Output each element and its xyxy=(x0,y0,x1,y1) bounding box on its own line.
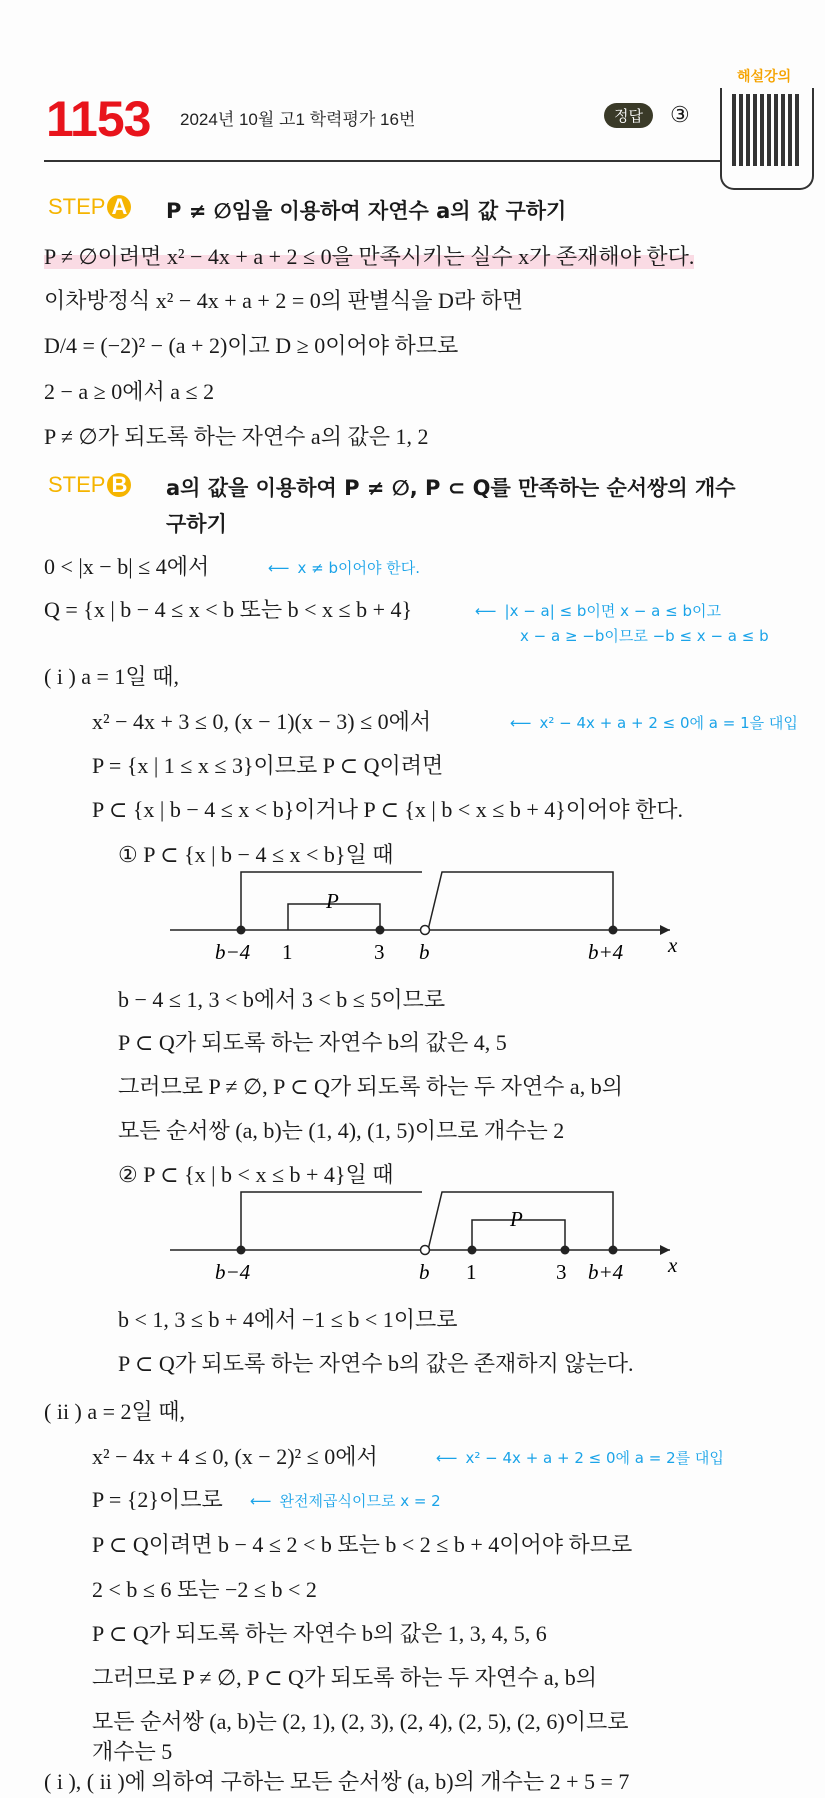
text-line: D/4 = (−2)² − (a + 2)이고 D ≥ 0이어야 하므로 xyxy=(44,333,459,358)
text-line: P ≠ ∅가 되도록 하는 자연수 a의 값은 1, 2 xyxy=(44,424,429,449)
bracket-left xyxy=(241,1192,422,1250)
bracket-right xyxy=(428,872,613,930)
qr-label: 해설강의 xyxy=(737,69,792,85)
step-b-title-cont: 구하기 xyxy=(166,512,227,536)
conclusion-line: ( i ), ( ii )에 의하여 구하는 모든 순서쌍 (a, b)의 개수는 2 + 5 = 7 xyxy=(44,1769,630,1794)
text-line: P ⊂ Q이려면 b − 4 ≤ 2 < b 또는 b < 2 ≤ b + 4이어야 하므로 xyxy=(92,1532,633,1557)
tick-label: 1 xyxy=(282,940,293,964)
step-b-title: a의 값을 이용하여 P ≠ ∅, P ⊂ Q를 만족하는 순서쌍의 개수 xyxy=(166,476,736,500)
text-line: ② P ⊂ {x | b < x ≤ b + 4}일 때 xyxy=(118,1162,394,1187)
point-b-minus-4 xyxy=(237,1246,246,1255)
text-line: x² − 4x + 4 ≤ 0, (x − 2)² ≤ 0에서 xyxy=(92,1444,378,1469)
problem-source: 2024년 10월 고1 학력평가 16번 xyxy=(180,110,416,129)
problem-number: 1153 xyxy=(46,91,151,147)
point-3 xyxy=(376,926,385,935)
text-line: b < 1, 3 ≤ b + 4에서 −1 ≤ b < 1이므로 xyxy=(118,1307,458,1332)
text-line: P ⊂ Q가 되도록 하는 자연수 b의 값은 존재하지 않는다. xyxy=(118,1351,634,1376)
step-a-title: P ≠ ∅임을 이용하여 자연수 a의 값 구하기 xyxy=(166,199,567,223)
axis-label: x xyxy=(668,1253,678,1277)
text-line: Q = {x | b − 4 ≤ x < b 또는 b < x ≤ b + 4} xyxy=(44,597,413,622)
qr-code-icon[interactable] xyxy=(732,94,800,166)
point-b-open xyxy=(421,1246,430,1255)
header-divider xyxy=(44,160,720,162)
note: ⟵ x ≠ b이어야 한다. xyxy=(268,559,421,577)
qr-code-box[interactable] xyxy=(720,88,814,190)
note: ⟵ x² − 4x + a + 2 ≤ 0에 a = 1을 대입 xyxy=(510,714,798,732)
text-line: P ⊂ {x | b − 4 ≤ x < b}이거나 P ⊂ {x | b < x ≤ b + 4}이어야 한다. xyxy=(92,797,684,822)
number-line-diagram-1 xyxy=(0,860,825,970)
text-line: 모든 순서쌍 (a, b)는 (1, 4), (1, 5)이므로 개수는 2 xyxy=(118,1118,565,1143)
text-line: P = {2}이므로 xyxy=(92,1487,223,1512)
text-line: 2 − a ≥ 0에서 a ≤ 2 xyxy=(44,379,215,404)
point-b-open xyxy=(421,926,430,935)
text-line: P ⊂ Q가 되도록 하는 자연수 b의 값은 1, 3, 4, 5, 6 xyxy=(92,1621,547,1646)
step-a-label: STEP A xyxy=(48,194,131,220)
text-line: P ⊂ Q가 되도록 하는 자연수 b의 값은 4, 5 xyxy=(118,1030,507,1055)
tick-label: 1 xyxy=(466,1260,477,1284)
note: ⟵ 완전제곱식이므로 x = 2 xyxy=(250,1492,441,1510)
point-3 xyxy=(561,1246,570,1255)
axis-label: x xyxy=(668,933,678,957)
point-1 xyxy=(468,1246,477,1255)
text-line: 모든 순서쌍 (a, b)는 (2, 1), (2, 3), (2, 4), (2, 5), (2, 6)이므로 xyxy=(92,1709,629,1734)
tick-label: b+4 xyxy=(588,940,624,964)
text-line: 2 < b ≤ 6 또는 −2 ≤ b < 2 xyxy=(92,1577,317,1602)
point-b-plus-4 xyxy=(609,1246,618,1255)
text-line: 그러므로 P ≠ ∅, P ⊂ Q가 되도록 하는 두 자연수 a, b의 xyxy=(92,1665,597,1690)
step-b-label: STEP B xyxy=(48,472,131,498)
point-b-plus-4 xyxy=(609,926,618,935)
tick-label: 3 xyxy=(374,940,385,964)
text-line: 0 < |x − b| ≤ 4에서 xyxy=(44,554,210,579)
tick-label: b−4 xyxy=(215,940,251,964)
text-line: P ≠ ∅이려면 x² − 4x + a + 2 ≤ 0을 만족시키는 실수 x가 존재해야 한다. xyxy=(44,244,695,269)
set-p-label: P xyxy=(326,889,339,913)
text-line: ( i ) a = 1일 때, xyxy=(44,664,179,689)
note: ⟵ |x − a| ≤ b이면 x − a ≤ b이고 xyxy=(475,602,721,620)
text-line: ① P ⊂ {x | b − 4 ≤ x < b}일 때 xyxy=(118,842,394,867)
text-line: 그러므로 P ≠ ∅, P ⊂ Q가 되도록 하는 두 자연수 a, b의 xyxy=(118,1074,623,1099)
text-line: 개수는 5 xyxy=(92,1739,173,1764)
note: x − a ≥ −b이므로 −b ≤ x − a ≤ b xyxy=(520,627,769,645)
tick-label: b+4 xyxy=(588,1260,624,1284)
set-p-label: P xyxy=(510,1207,523,1231)
text-line: b − 4 ≤ 1, 3 < b에서 3 < b ≤ 5이므로 xyxy=(118,987,446,1012)
text-line: ( ii ) a = 2일 때, xyxy=(44,1399,186,1424)
answer-value: ③ xyxy=(670,102,690,127)
text-line: x² − 4x + 3 ≤ 0, (x − 1)(x − 3) ≤ 0에서 xyxy=(92,709,432,734)
answer-badge: 정답 xyxy=(604,103,653,128)
text-line: P = {x | 1 ≤ x ≤ 3}이므로 P ⊂ Q이려면 xyxy=(92,753,444,778)
tick-label: b xyxy=(419,940,430,964)
tick-label: b xyxy=(419,1260,430,1284)
point-b-minus-4 xyxy=(237,926,246,935)
tick-label: 3 xyxy=(556,1260,567,1284)
tick-label: b−4 xyxy=(215,1260,251,1284)
text-line: 이차방정식 x² − 4x + a + 2 = 0의 판별식을 D라 하면 xyxy=(44,288,524,313)
note: ⟵ x² − 4x + a + 2 ≤ 0에 a = 2를 대입 xyxy=(436,1449,724,1467)
number-line-diagram-2 xyxy=(0,1180,825,1290)
